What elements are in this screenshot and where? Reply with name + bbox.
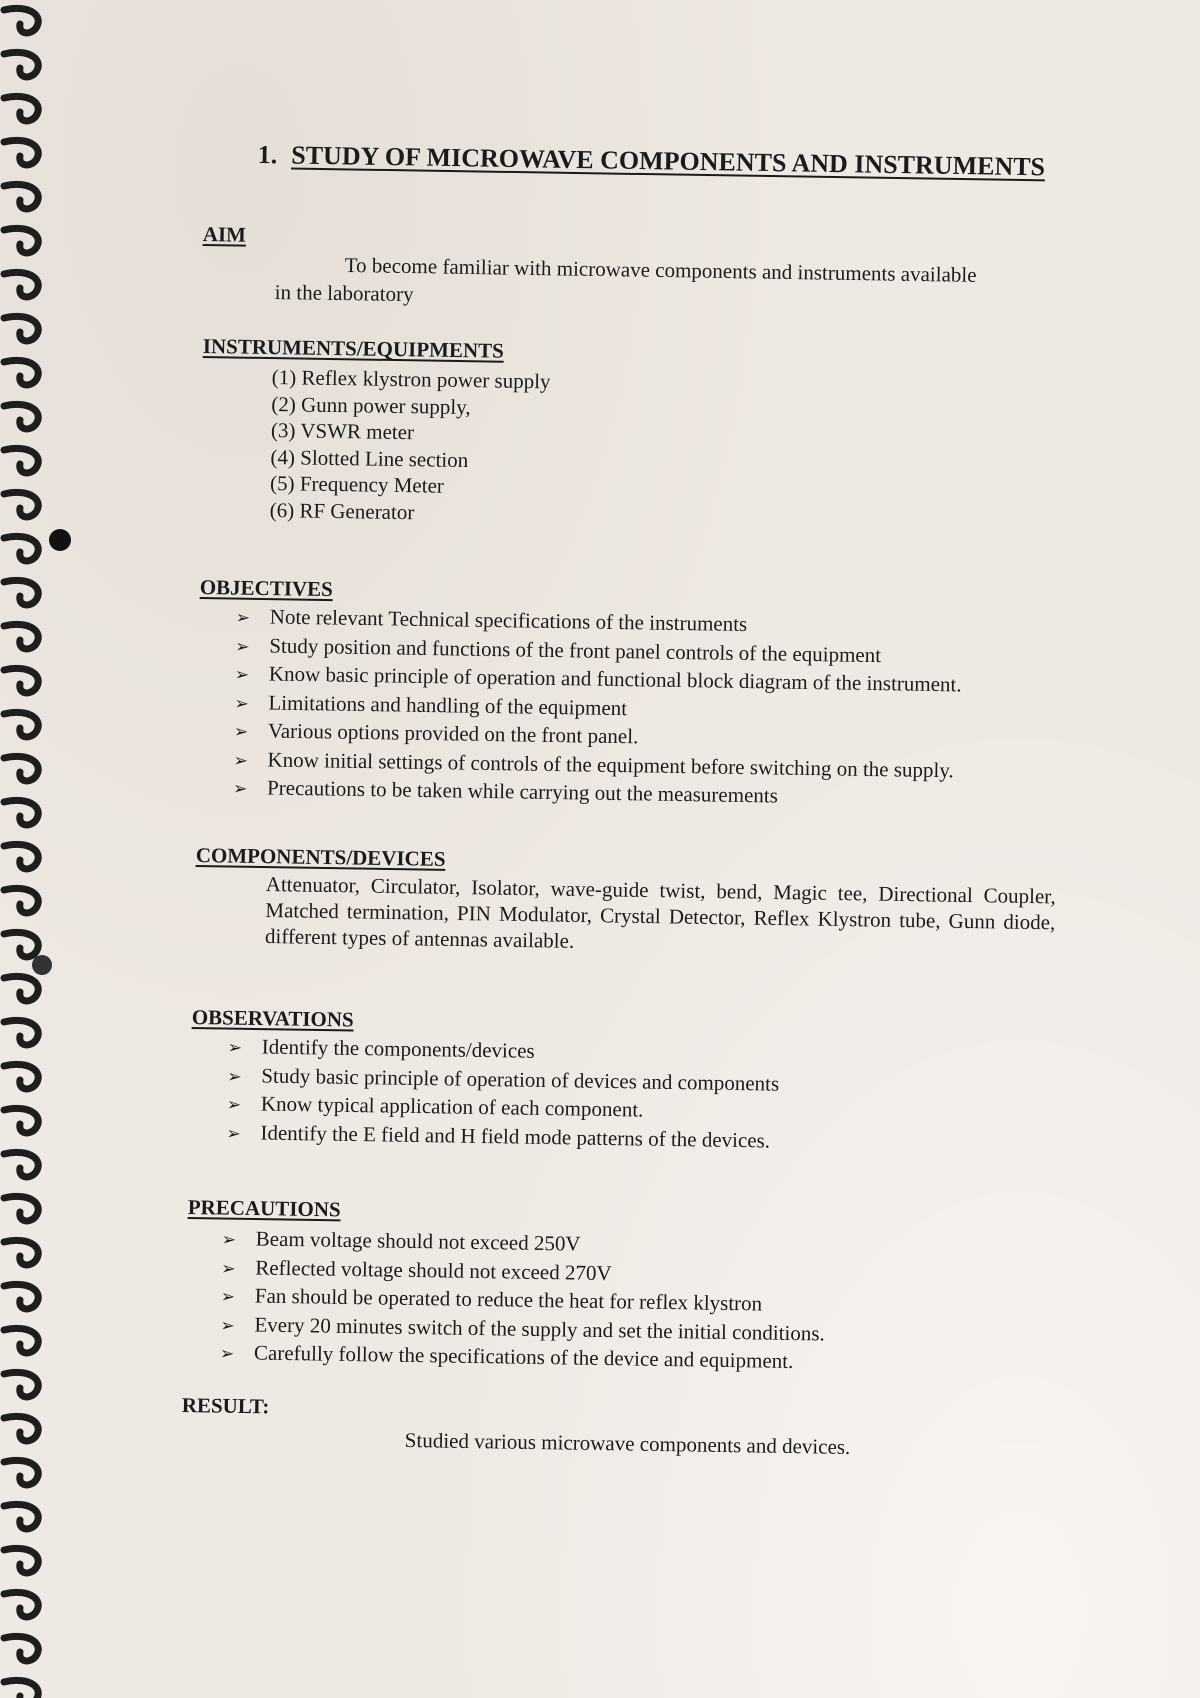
list-item: (2) Gunn power supply, [271, 391, 471, 419]
arrow-bullet-icon: ➢ [234, 693, 249, 714]
title-text: STUDY OF MICROWAVE COMPONENTS AND INSTRUMENTS [291, 140, 1046, 182]
components-text: Attenuator, Circulator, Isolator, wave-guide twist, bend, Magic tee, Directional Coupler, Matched termination, PIN Modulator, Crystal Detector, Reflex Klystron tube, Gunn diode, different types of antennas available. [264, 871, 1056, 953]
list-item: ➢ Beam voltage should not exceed 250V [221, 1226, 581, 1256]
result-text: Studied various microwave components and devices. [404, 1427, 851, 1459]
arrow-bullet-icon: ➢ [220, 1286, 236, 1308]
arrow-bullet-icon: ➢ [234, 664, 250, 686]
aim-heading: AIM [202, 222, 247, 247]
arrow-bullet-icon: ➢ [235, 636, 250, 657]
observations-list [226, 1033, 780, 1156]
aim-text-line1: To become familiar with microwave components and instruments available [344, 252, 977, 287]
list-item: ➢ Study position and functions of the front panel controls of the equipment [235, 633, 882, 667]
instruments-heading: INSTRUMENTS/EQUIPMENTS [202, 334, 505, 363]
list-item: ➢ Know basic principle of operation and functional block diagram of the instrument. [234, 661, 962, 697]
list-item: ➢ Every 20 minutes switch of the supply and set the initial conditions. [220, 1312, 825, 1345]
list-item: ➢ Carefully follow the specifications of the device and equipment. [219, 1340, 794, 1373]
precautions-list [220, 1225, 827, 1377]
list-item: (5) Frequency Meter [269, 470, 445, 498]
arrow-bullet-icon: ➢ [227, 1037, 243, 1059]
list-item: ➢ Reflected voltage should not exceed 270V [221, 1255, 612, 1285]
list-item: (4) Slotted Line section [270, 444, 469, 472]
list-item: ➢ Know typical application of each component. [226, 1091, 644, 1122]
list-item: ➢ Know initial settings of controls of the equipment before switching on the supply. [233, 747, 954, 782]
precautions-heading: PRECAUTIONS [187, 1195, 341, 1222]
arrow-bullet-icon: ➢ [233, 721, 249, 743]
arrow-bullet-icon: ➢ [221, 1229, 237, 1251]
arrow-bullet-icon: ➢ [226, 1123, 241, 1144]
arrow-bullet-icon: ➢ [219, 1343, 235, 1365]
title-number: 1. [257, 140, 278, 170]
objectives-list [233, 603, 963, 814]
components-heading: COMPONENTS/DEVICES [195, 843, 446, 871]
arrow-bullet-icon: ➢ [221, 1258, 236, 1279]
arrow-bullet-icon: ➢ [233, 750, 248, 771]
arrow-bullet-icon: ➢ [220, 1315, 235, 1336]
arrow-bullet-icon: ➢ [227, 1066, 242, 1087]
aim-text-line2: in the laboratory [274, 279, 414, 307]
arrow-bullet-icon: ➢ [235, 607, 251, 629]
list-item: ➢ Identify the components/devices [227, 1034, 535, 1063]
result-heading: RESULT: [181, 1393, 270, 1419]
observations-heading: OBSERVATIONS [191, 1005, 354, 1032]
list-item: ➢ Limitations and handling of the equipment [234, 690, 628, 720]
list-item: ➢ Identify the E field and H field mode patterns of the devices. [226, 1120, 771, 1153]
page-title [258, 140, 1088, 183]
list-item: ➢ Various options provided on the front panel. [233, 718, 639, 749]
list-item: ➢ Study basic principle of operation of devices and components [227, 1063, 780, 1096]
arrow-bullet-icon: ➢ [232, 778, 248, 800]
list-item: ➢ Fan should be operated to reduce the heat for reflex klystron [220, 1283, 763, 1316]
list-item: (6) RF Generator [269, 497, 415, 524]
instruments-list [270, 364, 551, 527]
list-item: (1) Reflex klystron power supply [271, 364, 551, 394]
arrow-bullet-icon: ➢ [226, 1094, 242, 1116]
list-item: ➢ Note relevant Technical specifications of the instruments [235, 604, 748, 637]
list-item: (3) VSWR meter [270, 417, 415, 445]
objectives-heading: OBJECTIVES [199, 575, 334, 602]
list-item: ➢ Precautions to be taken while carrying out the measurements [232, 775, 779, 808]
